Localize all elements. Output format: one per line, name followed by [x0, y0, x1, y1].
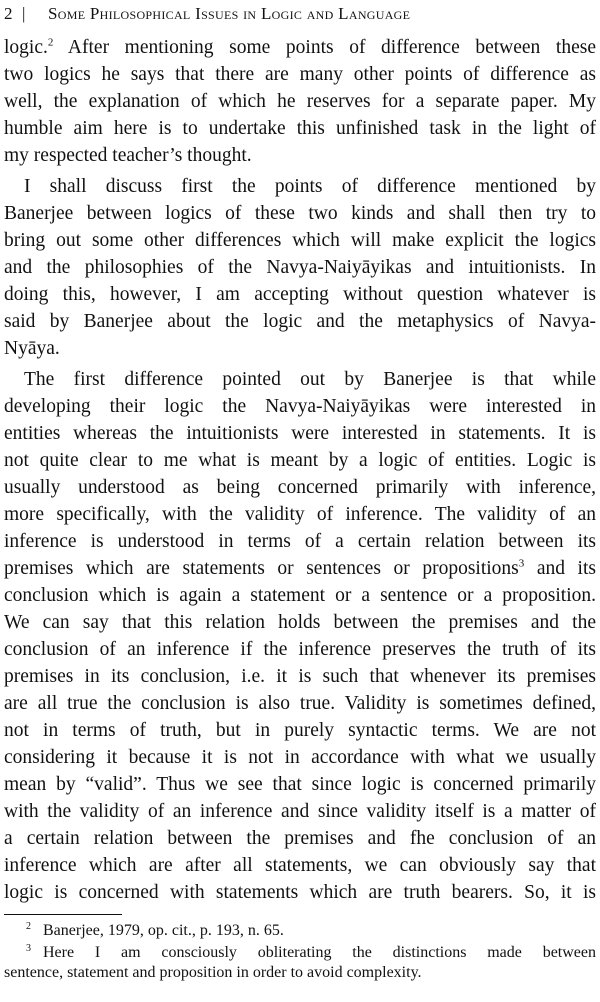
text-line: a certain relation between the premises and fhe conclusion of an — [4, 828, 596, 849]
page-number: 2 — [4, 4, 13, 23]
footnote-ref-2: 2 — [47, 36, 54, 49]
text-line: premises in its conclusion, i.e. it is such that whenever its premises — [4, 666, 596, 687]
header-separator: | — [22, 4, 26, 23]
text-line: inference which are after all statements, we can obviously say that — [4, 855, 596, 876]
text-line: two logics he says that there are many other points of difference as — [4, 64, 596, 85]
text-line: logic is concerned with statements which are truth bearers. So, it is — [4, 882, 596, 903]
text-line: logic.$^2$ After mentioning some points of difference between these — [4, 36, 596, 58]
text-line: and the philosophies of the Navya-Naiyāyikas and intuitionists. In — [4, 257, 596, 278]
text-line: I shall discuss first the points of difference mentioned by — [24, 176, 596, 197]
footnote-marker: 2 — [26, 920, 31, 932]
text-line: bring out some other differences which will make explicit the logics — [4, 230, 596, 251]
text-line: conclusion of an inference if the inference preserves the truth of its — [4, 639, 596, 660]
text-line: Nyāya. — [4, 338, 60, 359]
text-line: premises which are statements or sentences or propositions$^3$ and its — [4, 557, 596, 579]
text-line: usually understood as being concerned primarily with inference, — [4, 477, 596, 498]
text-line: said by Banerjee about the logic and the metaphysics of Navya- — [4, 311, 596, 332]
text-line: well, the explanation of which he reserves for a separate paper. My — [4, 91, 596, 112]
text-line: Banerjee between logics of these two kinds and shall then try to — [4, 203, 596, 224]
text-line: inference is understood in terms of a certain relation between its — [4, 531, 596, 552]
text-line: humble aim here is to undertake this unfinished task in the light of — [4, 118, 596, 139]
text-line: not in terms of truth, but in purely syntactic terms. We are not — [4, 720, 596, 741]
footnote-3: $^3$ Here I am consciously obliterating the distinctions made between — [26, 942, 596, 961]
text-line: conclusion which is again a statement or a sentence or a proposition. — [4, 585, 596, 606]
text-line: more specifically, with the validity of inference. The validity of an — [4, 504, 596, 525]
footnote-3-continuation: sentence, statement and proposition in order to avoid complexity. — [4, 964, 422, 981]
text-line: are all true the conclusion is also true. Validity is sometimes defined, — [4, 693, 596, 714]
text-line: with the validity of an inference and since validity itself is a matter of — [4, 801, 596, 822]
text-line: The first difference pointed out by Banerjee is that while — [24, 369, 596, 390]
footnote-rule — [4, 914, 122, 915]
text-line: mean by “valid”. Thus we see that since logic is concerned primarily — [4, 774, 596, 795]
text-line: not quite clear to me what is meant by a logic of entities. Logic is — [4, 450, 596, 471]
footnote-marker: 3 — [26, 942, 31, 954]
text-line: my respected teacher’s thought. — [4, 145, 252, 166]
text-line: We can say that this relation holds between the premises and the — [4, 612, 596, 633]
running-title: Some Philosophical Issues in Logic and Language — [48, 4, 411, 23]
footnote-2: $^2$ Banerjee, 1979, op. cit., p. 193, n. 65. — [26, 920, 284, 939]
text-line: entities whereas the intuitionists were interested in statements. It is — [4, 423, 596, 444]
text-line: doing this, however, I am accepting without question whatever is — [4, 284, 596, 305]
text-line: developing their logic the Navya-Naiyāyikas were interested in — [4, 396, 596, 417]
running-header — [4, 4, 596, 24]
text-line: considering it because it is not in accordance with what we usually — [4, 747, 596, 768]
footnote-ref-3: 3 — [518, 557, 525, 570]
